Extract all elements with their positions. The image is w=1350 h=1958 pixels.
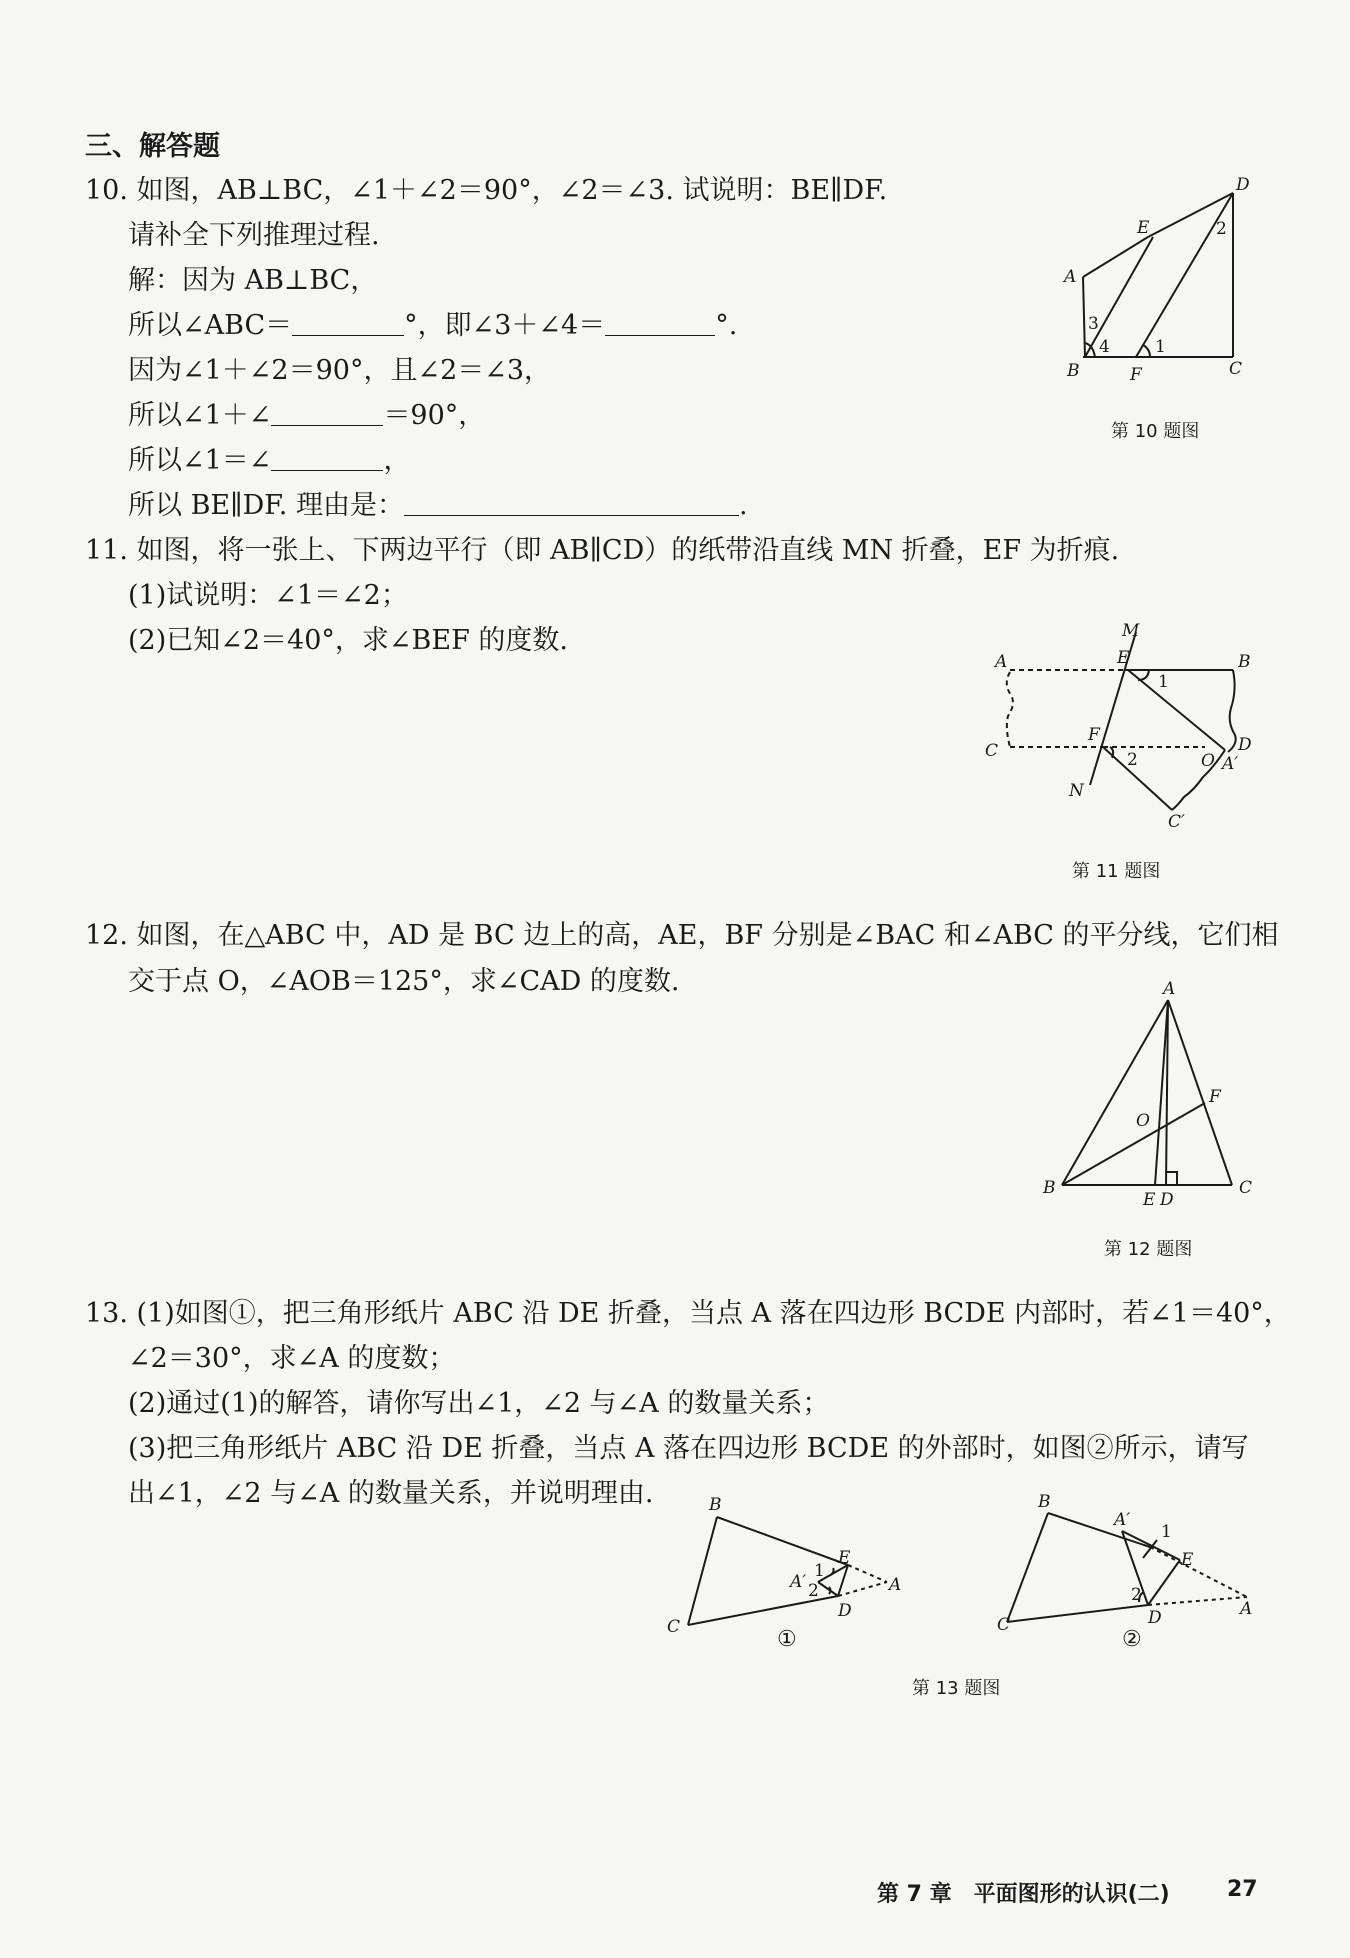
q13f1-label-aprime: A′ — [790, 1572, 807, 1592]
q13f2-line-bc — [1007, 1513, 1048, 1622]
q13f2-dashed-da — [1148, 1597, 1247, 1605]
q11-line1: 11. 如图，将一张上、下两边平行（即 AB∥CD）的纸带沿直线 MN 折叠，EF 为折痕. — [85, 535, 1120, 566]
q10-line4-b: °，即∠3＋∠4＝ — [404, 310, 606, 341]
q10-line6-b: ＝90°， — [383, 400, 486, 431]
footer-chapter: 第 7 章 平面图形的认识(二) — [877, 1882, 1170, 1907]
q13f2-label-aprime: A′ — [1114, 1510, 1131, 1530]
q11-label-n: N — [1069, 781, 1084, 801]
q11-line2: (1)试说明：∠1＝∠2； — [128, 580, 408, 611]
q10-label-2: 2 — [1216, 219, 1227, 239]
q10-label-c: C — [1229, 359, 1243, 379]
q13f2-line-ed — [1148, 1560, 1180, 1605]
q10-line1: 10. 如图，AB⊥BC，∠1＋∠2＝90°，∠2＝∠3. 试说明：BE∥DF. — [85, 175, 888, 206]
q10-line8-b: . — [738, 490, 748, 521]
q13f2-dashed-ea — [1150, 1547, 1247, 1597]
q11-label-1: 1 — [1158, 672, 1169, 692]
q12-label-o: O — [1136, 1111, 1150, 1131]
q13f1-label-d: D — [838, 1601, 852, 1621]
q10-label-e: E — [1137, 218, 1150, 238]
q11-label-m: M — [1122, 621, 1140, 641]
q11-label-aprime: A′ — [1222, 754, 1239, 774]
section-title: 三、解答题 — [85, 131, 220, 162]
q10-line6-a: 所以∠1＋∠ — [128, 400, 272, 431]
q10-line7-b: ， — [383, 445, 411, 476]
q11-label-c: C — [985, 741, 999, 761]
q13f2-label-a: A — [1240, 1599, 1253, 1619]
q12-caption: 第 12 题图 — [1104, 1239, 1193, 1260]
q13f2-label-1: 1 — [1161, 1522, 1172, 1542]
q13f1-label-1: 1 — [814, 1561, 825, 1581]
q11-label-b: B — [1238, 652, 1251, 672]
q10-caption: 第 10 题图 — [1111, 421, 1200, 442]
q11-label-d: D — [1238, 735, 1252, 755]
q10-label-1: 1 — [1155, 337, 1166, 357]
q10-label-a: A — [1064, 267, 1077, 287]
q10-line3: 解：因为 AB⊥BC， — [128, 265, 378, 296]
footer-page-number: 27 — [1227, 1877, 1258, 1902]
q12-line1: 12. 如图，在△ABC 中，AD 是 BC 边上的高，AE，BF 分别是∠BAC 和∠ABC 的平分线，它们相 — [85, 920, 1279, 951]
q10-line4-a: 所以∠ABC＝ — [128, 310, 293, 341]
q13f2-label-b: B — [1038, 1492, 1051, 1512]
q10-line8-a: 所以 BE∥DF. 理由是： — [128, 490, 404, 521]
q12-label-b: B — [1043, 1178, 1056, 1198]
q13-figure-1-label: ① — [777, 1627, 797, 1652]
q12-line2: 交于点 O，∠AOB＝125°，求∠CAD 的度数. — [128, 966, 680, 997]
q11-label-f: F — [1088, 725, 1100, 745]
q11-label-cprime: C′ — [1168, 812, 1185, 832]
q13f2-label-c: C — [997, 1615, 1011, 1635]
q13-line4: (3)把三角形纸片 ABC 沿 DE 折叠，当点 A 落在四边形 BCDE 的外部时，如图②所示，请写 — [128, 1433, 1249, 1464]
q11-label-e: E — [1117, 648, 1130, 668]
q13f1-label-a: A — [889, 1575, 902, 1595]
q11-label-o: O — [1201, 751, 1215, 771]
q10-label-f: F — [1130, 365, 1142, 385]
q13f1-label-b: B — [709, 1495, 722, 1515]
q12-label-c: C — [1239, 1178, 1253, 1198]
q13f2-label-d: D — [1148, 1608, 1162, 1628]
q13-figure-2-label: ② — [1122, 1627, 1142, 1652]
q11-caption: 第 11 题图 — [1072, 861, 1161, 882]
q10-line2: 请补全下列推理过程. — [128, 220, 380, 251]
q13f2-line-b-x — [1048, 1513, 1150, 1547]
q10-line4-c: °. — [715, 310, 738, 341]
q10-label-4: 4 — [1099, 337, 1110, 357]
q13-line3: (2)通过(1)的解答，请你写出∠1，∠2 与∠A 的数量关系； — [128, 1388, 830, 1419]
q13f2-line-cd — [1007, 1605, 1148, 1622]
q12-label-f: F — [1209, 1087, 1221, 1107]
q11-line3: (2)已知∠2＝40°，求∠BEF 的度数. — [128, 625, 568, 656]
q10-line5: 因为∠1＋∠2＝90°，且∠2＝∠3， — [128, 355, 552, 386]
q10-label-3: 3 — [1088, 314, 1099, 334]
q11-label-a: A — [995, 652, 1008, 672]
q13f1-label-c: C — [667, 1617, 681, 1637]
q10-label-d: D — [1236, 175, 1250, 195]
q13f2-label-e: E — [1181, 1550, 1194, 1570]
q13f2-label-2: 2 — [1131, 1585, 1142, 1605]
q13f1-label-e: E — [838, 1548, 851, 1568]
q10-label-b: B — [1067, 361, 1080, 381]
q13-line5: 出∠1，∠2 与∠A 的数量关系，并说明理由. — [128, 1478, 654, 1509]
q13-caption: 第 13 题图 — [912, 1678, 1001, 1699]
q12-label-e: E — [1143, 1190, 1156, 1210]
q12-label-d: D — [1160, 1190, 1174, 1210]
q13-line2: ∠2＝30°，求∠A 的度数； — [128, 1343, 456, 1374]
q13f1-label-2: 2 — [808, 1581, 819, 1601]
q12-label-a: A — [1163, 979, 1176, 999]
q10-line7-a: 所以∠1＝∠ — [128, 445, 272, 476]
q11-label-2: 2 — [1127, 750, 1138, 770]
q13-line1: 13. (1)如图①，把三角形纸片 ABC 沿 DE 折叠，当点 A 落在四边形 BCDE 内部时，若∠1＝40°， — [85, 1298, 1291, 1329]
